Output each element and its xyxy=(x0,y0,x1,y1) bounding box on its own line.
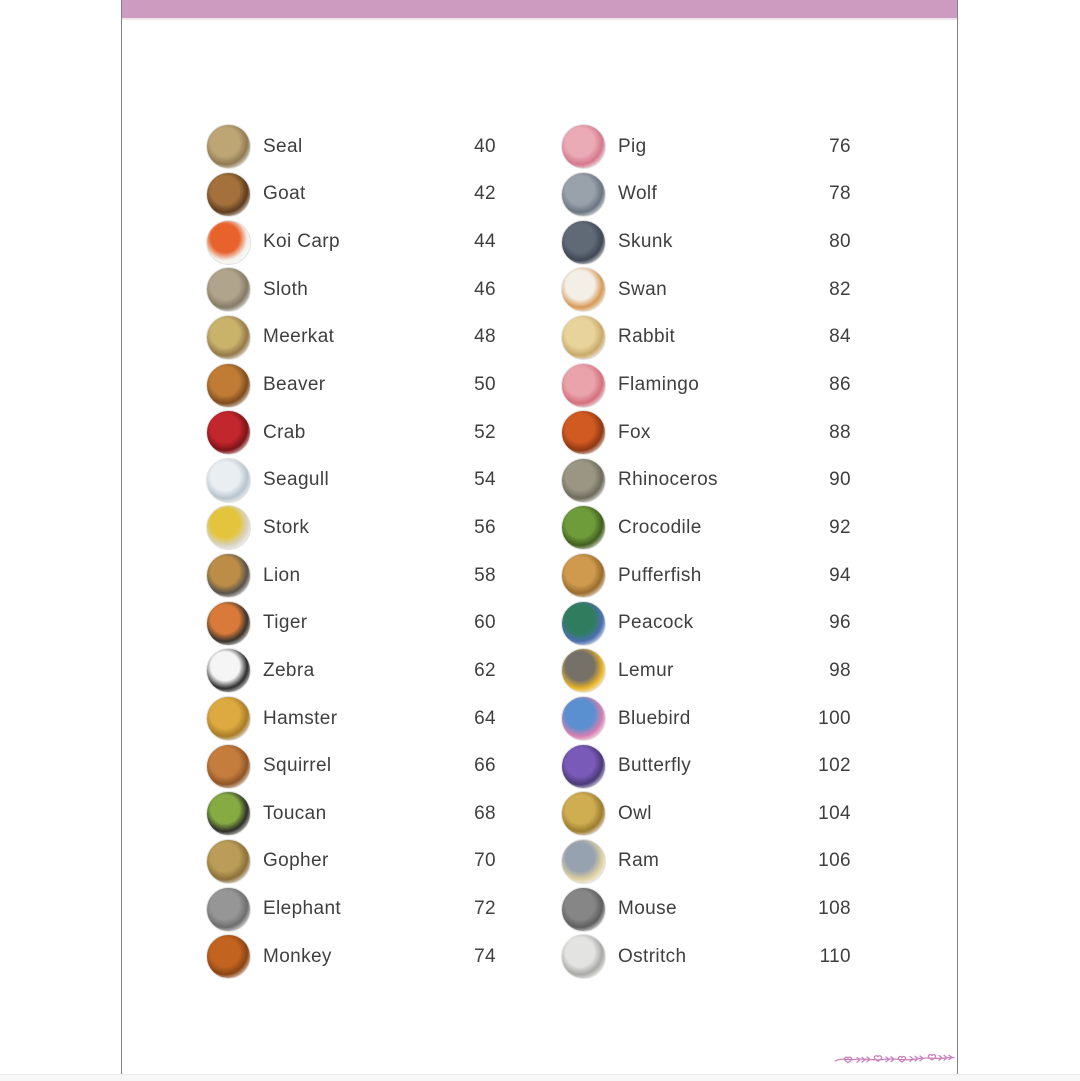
toc-row xyxy=(206,647,496,695)
page-number: 48 xyxy=(474,326,496,348)
page-number: 56 xyxy=(474,516,496,538)
toc-row xyxy=(561,314,851,362)
animal-name: Beaver xyxy=(263,374,326,396)
toucan-icon xyxy=(206,791,251,836)
page-number: 66 xyxy=(474,755,496,777)
toc-row xyxy=(206,123,496,171)
toc-row xyxy=(206,599,496,647)
page-number: 50 xyxy=(474,374,496,396)
page-number: 90 xyxy=(829,469,851,491)
page-number: 60 xyxy=(474,612,496,634)
hearts-vine-icon xyxy=(834,1046,956,1068)
animal-name: Hamster xyxy=(263,707,338,729)
toc-row xyxy=(561,409,851,457)
page-number: 104 xyxy=(818,802,851,824)
animal-name: Squirrel xyxy=(263,755,332,777)
toc-row xyxy=(561,933,851,981)
animal-name: Pig xyxy=(618,135,647,157)
swan-icon xyxy=(561,267,606,312)
animal-name: Owl xyxy=(618,802,652,824)
page-number: 88 xyxy=(829,421,851,443)
squirrel-icon xyxy=(206,744,251,789)
animal-name: Rhinoceros xyxy=(618,469,718,491)
owl-icon xyxy=(561,791,606,836)
toc-row xyxy=(206,218,496,266)
animal-name: Crocodile xyxy=(618,516,702,538)
page-number: 68 xyxy=(474,802,496,824)
toc-row xyxy=(206,456,496,504)
seagull-icon xyxy=(206,458,251,503)
toc-row xyxy=(206,790,496,838)
toc-row xyxy=(561,647,851,695)
toc-row xyxy=(561,742,851,790)
page-number: 82 xyxy=(829,278,851,300)
animal-name: Lemur xyxy=(618,659,674,681)
wolf-icon xyxy=(561,172,606,217)
animal-name: Flamingo xyxy=(618,374,700,396)
page-number: 92 xyxy=(829,516,851,538)
page-number: 54 xyxy=(474,469,496,491)
pufferfish-icon xyxy=(561,553,606,598)
ram-icon xyxy=(561,839,606,884)
animal-name: Gopher xyxy=(263,850,329,872)
toc-row xyxy=(561,599,851,647)
toc-row xyxy=(561,695,851,743)
toc-row xyxy=(561,885,851,933)
toc-row xyxy=(206,361,496,409)
peacock-icon xyxy=(561,601,606,646)
animal-name: Crab xyxy=(263,421,306,443)
toc-row xyxy=(561,266,851,314)
toc-row xyxy=(206,552,496,600)
animal-name: Elephant xyxy=(263,898,342,920)
toc-row xyxy=(561,456,851,504)
page-number: 42 xyxy=(474,183,496,205)
rabbit-icon xyxy=(561,315,606,360)
animal-name: Tiger xyxy=(263,612,308,634)
animal-name: Goat xyxy=(263,183,306,205)
mouse-icon xyxy=(561,887,606,932)
toc-column-left xyxy=(206,123,496,981)
toc-row xyxy=(561,838,851,886)
toc-row xyxy=(561,504,851,552)
page-number: 78 xyxy=(829,183,851,205)
animal-name: Stork xyxy=(263,516,310,538)
hamster-icon xyxy=(206,696,251,741)
seal-icon xyxy=(206,124,251,169)
gopher-icon xyxy=(206,839,251,884)
toc-row xyxy=(561,361,851,409)
crab-icon xyxy=(206,410,251,455)
monkey-icon xyxy=(206,934,251,979)
page-number: 106 xyxy=(818,850,851,872)
animal-name: Lion xyxy=(263,564,301,586)
animal-name: Swan xyxy=(618,278,668,300)
elephant-icon xyxy=(206,887,251,932)
animal-name: Wolf xyxy=(618,183,658,205)
page-number: 84 xyxy=(829,326,851,348)
animal-name: Skunk xyxy=(618,231,673,253)
page-number: 96 xyxy=(829,612,851,634)
sloth-icon xyxy=(206,267,251,312)
lemur-icon xyxy=(561,648,606,693)
skunk-icon xyxy=(561,220,606,265)
toc-row xyxy=(206,742,496,790)
animal-name: Seagull xyxy=(263,469,330,491)
animal-name: Ram xyxy=(618,850,660,872)
page-number: 100 xyxy=(818,707,851,729)
page-number: 108 xyxy=(818,898,851,920)
page-number: 94 xyxy=(829,564,851,586)
animal-name: Peacock xyxy=(618,612,694,634)
toc-row xyxy=(561,552,851,600)
animal-name: Meerkat xyxy=(263,326,335,348)
page-number: 64 xyxy=(474,707,496,729)
beaver-icon xyxy=(206,363,251,408)
animal-name: Sloth xyxy=(263,278,309,300)
bluebird-icon xyxy=(561,696,606,741)
tiger-icon xyxy=(206,601,251,646)
animal-name: Zebra xyxy=(263,659,315,681)
goat-icon xyxy=(206,172,251,217)
crocodile-icon xyxy=(561,505,606,550)
animal-name: Toucan xyxy=(263,802,327,824)
page-number: 80 xyxy=(829,231,851,253)
animal-name: Seal xyxy=(263,135,303,157)
toc-row xyxy=(561,171,851,219)
page-number: 46 xyxy=(474,278,496,300)
animal-name: Pufferfish xyxy=(618,564,702,586)
page-number: 58 xyxy=(474,564,496,586)
page-number: 40 xyxy=(474,135,496,157)
rhinoceros-icon xyxy=(561,458,606,503)
animal-name: Mouse xyxy=(618,898,677,920)
page-number: 44 xyxy=(474,231,496,253)
stork-icon xyxy=(206,505,251,550)
zebra-icon xyxy=(206,648,251,693)
animal-name: Koi Carp xyxy=(263,231,340,253)
toc-row xyxy=(206,504,496,552)
book-page xyxy=(121,0,958,1075)
animal-name: Butterfly xyxy=(618,755,692,777)
toc-columns xyxy=(206,123,851,981)
page-header-bar xyxy=(122,0,957,20)
butterfly-icon xyxy=(561,744,606,789)
flamingo-icon xyxy=(561,363,606,408)
page-number: 74 xyxy=(474,945,496,967)
page-number: 62 xyxy=(474,659,496,681)
animal-name: Bluebird xyxy=(618,707,691,729)
koi-carp-icon xyxy=(206,220,251,265)
toc-row xyxy=(206,695,496,743)
toc-row xyxy=(561,790,851,838)
toc-row xyxy=(561,123,851,171)
page-number: 72 xyxy=(474,898,496,920)
toc-row xyxy=(206,314,496,362)
page-number: 102 xyxy=(818,755,851,777)
pig-icon xyxy=(561,124,606,169)
toc-row xyxy=(206,933,496,981)
toc-row xyxy=(206,885,496,933)
page-number: 86 xyxy=(829,374,851,396)
animal-name: Rabbit xyxy=(618,326,676,348)
page-number: 110 xyxy=(819,945,851,967)
toc-row xyxy=(206,838,496,886)
animal-name: Fox xyxy=(618,421,651,443)
toc-row xyxy=(206,171,496,219)
toc-row xyxy=(561,218,851,266)
animal-name: Ostritch xyxy=(618,945,687,967)
meerkat-icon xyxy=(206,315,251,360)
ostritch-icon xyxy=(561,934,606,979)
fox-icon xyxy=(561,410,606,455)
page-number: 98 xyxy=(829,659,851,681)
page-number: 70 xyxy=(474,850,496,872)
animal-name: Monkey xyxy=(263,945,332,967)
toc-column-right xyxy=(561,123,851,981)
page-number: 76 xyxy=(829,135,851,157)
toc-row xyxy=(206,409,496,457)
page-number: 52 xyxy=(474,421,496,443)
toc-row xyxy=(206,266,496,314)
lion-icon xyxy=(206,553,251,598)
